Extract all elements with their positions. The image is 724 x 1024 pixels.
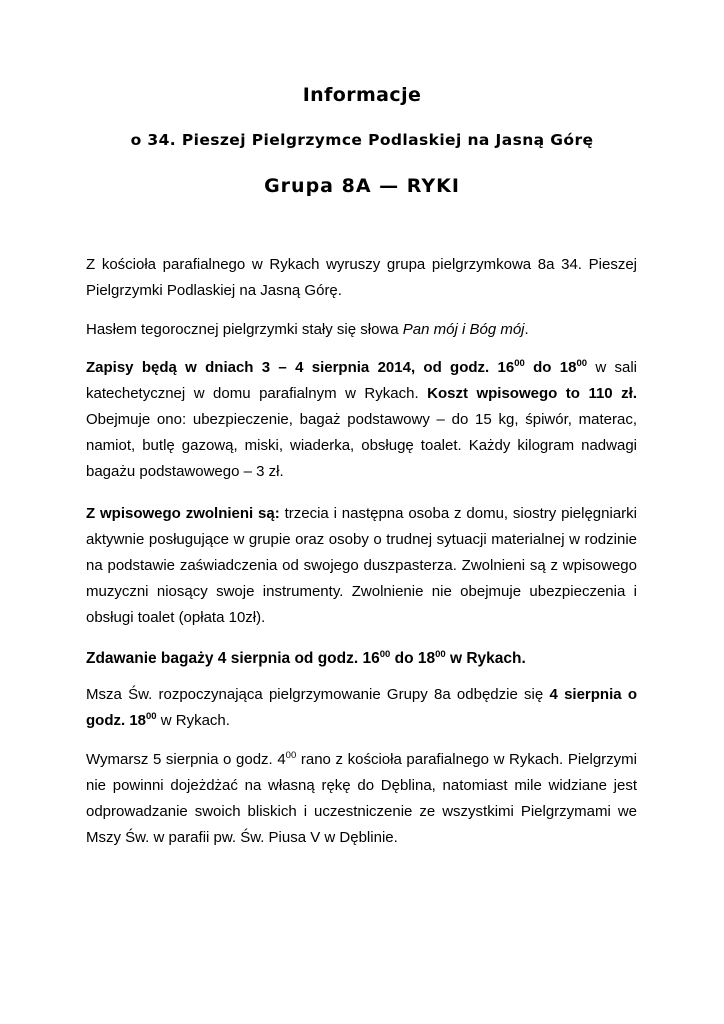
motto-text: Hasłem tegorocznej pielgrzymki stały się słowa <box>86 321 403 338</box>
intro-paragraph: Z kościoła parafialnego w Rykach wyruszy grupa pielgrzymkowa 8a 34. Pieszej Pielgrzymki Podlaskiej na Jasną Górę. <box>86 256 637 299</box>
mass-text-2: w Rykach. <box>156 712 230 729</box>
registration-includes: Obejmuje ono: ubezpieczenie, bagaż podstawowy – do 15 kg, śpiwór, materac, namiot, butlę gazową, miski, wiaderka, obsługę toalet. Każdy kilogram nadwagi bagażu podstawowego – 3 zł. <box>86 411 637 480</box>
luggage-text-3: w Rykach. <box>445 650 526 667</box>
mass-text-1: Msza Św. rozpoczynająca pielgrzymowanie Grupy 8a odbędzie się <box>86 686 550 703</box>
registration-dates-mid: do 18 <box>524 359 577 376</box>
registration-dates-start: Zapisy będą w dniach 3 – 4 sierpnia 2014, od godz. 16 <box>86 359 515 376</box>
document-subtitle: o 34. Pieszej Pielgrzymce Podlaskiej na Jasną Górę <box>130 131 594 149</box>
registration-paragraph <box>86 355 637 485</box>
luggage-text-1: Zdawanie bagaży 4 sierpnia od godz. 16 <box>86 650 380 667</box>
mass-time-sup: 00 <box>146 711 157 722</box>
document-title: Informacje <box>302 84 422 106</box>
registration-dates <box>86 359 587 376</box>
departure-paragraph <box>86 747 637 851</box>
registration-time-sup-2: 00 <box>576 358 588 369</box>
exemptions-paragraph <box>86 501 637 631</box>
luggage-time-sup-2: 00 <box>435 649 446 660</box>
motto-paragraph <box>86 317 637 343</box>
luggage-text-2: do 18 <box>390 650 436 667</box>
registration-place: w sali katechetycznej w domu parafialnym w Rykach. <box>86 359 637 402</box>
luggage-paragraph <box>86 646 637 672</box>
motto-end: . <box>524 321 529 338</box>
group-heading: Grupa 8A — RYKI <box>264 175 460 197</box>
exemptions-text: trzecia i następna osoba z domu, siostry pielęgniarki aktywnie posługujące w grupie oraz osoby o trudnej sytuacji materialnej w rodzinie na podstawie zaświadczenia od swojego duszpasterza. Zwolnieni są z wpisowego muzyczni niosący swoje instrumenty. Zwolnienie nie obejmuje ubezpieczenia i obsługi toalet (opłata 10zł). <box>86 505 637 626</box>
exemptions-label: Z wpisowego zwolnieni są: <box>86 505 280 522</box>
departure-text-2: rano z kościoła parafialnego w Rykach. Pielgrzymi nie powinni dojeżdżać na własną rękę do Dęblina, natomiast mile widziane jest odprowadzanie swoich bliskich i uczestniczenie ze wszystkimi Pielgrzymami we Mszy Św. w parafii pw. Św. Piusa V w Dęblinie. <box>86 751 637 846</box>
mass-date-text: 4 sierpnia o godz. 18 <box>86 686 637 729</box>
departure-time-sup: 00 <box>285 750 297 761</box>
registration-time-sup-1: 00 <box>514 358 525 369</box>
mass-paragraph <box>86 682 637 734</box>
luggage-text <box>86 650 526 667</box>
registration-cost: Koszt wpisowego to 110 zł. <box>427 385 637 402</box>
departure-text-1: Wymarsz 5 sierpnia o godz. 4 <box>86 751 286 768</box>
motto-quote: Pan mój i Bóg mój <box>402 321 525 338</box>
luggage-time-sup-1: 00 <box>379 649 391 660</box>
